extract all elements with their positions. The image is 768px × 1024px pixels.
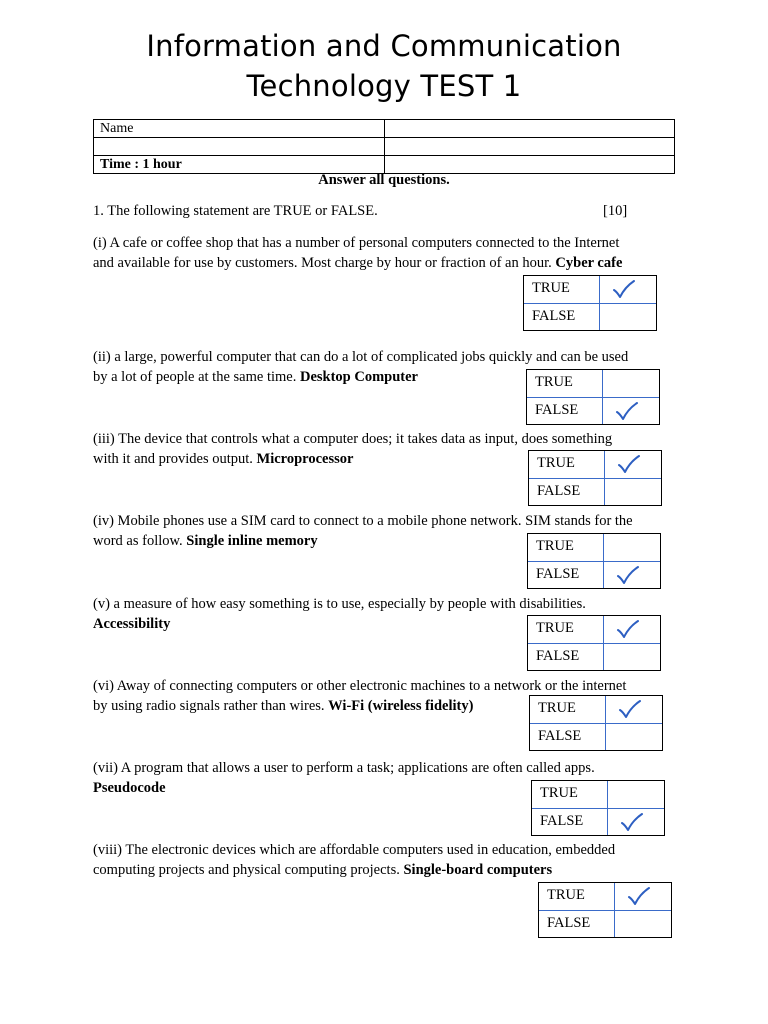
statement-line: (vii) A program that allows a user to perform a task; applications are often called apps.: [93, 760, 595, 776]
answer-option-true[interactable]: [539, 883, 671, 910]
answer-label-false: FALSE: [536, 648, 580, 664]
answer-option-true[interactable]: [527, 370, 659, 397]
checkmark-icon: [627, 886, 651, 906]
column-divider: [603, 616, 604, 670]
statement-line: (v) a measure of how easy something is to use, especially by people with disabilities.: [93, 596, 586, 612]
statement-term: Cyber cafe: [555, 255, 623, 271]
answer-option-false[interactable]: [528, 643, 660, 671]
answer-label-true: TRUE: [540, 785, 578, 801]
answer-box-iv: [527, 533, 661, 589]
answer-label-false: FALSE: [547, 915, 591, 931]
statement-term: Microprocessor: [256, 451, 354, 467]
statement-line: with it and provides output. Microprocessor: [93, 451, 354, 467]
answer-option-true[interactable]: [529, 451, 661, 478]
instruction: Answer all questions.: [318, 172, 450, 188]
checkmark-icon: [616, 565, 640, 585]
statement-line: by using radio signals rather than wires. Wi-Fi (wireless fidelity): [93, 698, 474, 714]
checkmark-icon: [617, 454, 641, 474]
statement-term: Accessibility: [93, 616, 171, 632]
time-field[interactable]: [385, 156, 675, 174]
answer-label-false: FALSE: [540, 813, 584, 829]
statement-term: Single inline memory: [186, 533, 318, 549]
answer-option-true[interactable]: [524, 276, 656, 303]
answer-box-vii: [531, 780, 665, 836]
statement-line: and available for use by customers. Most charge by hour or fraction of an hour. Cyber cafe: [93, 255, 623, 271]
answer-option-false[interactable]: [539, 910, 671, 938]
column-divider: [599, 276, 600, 330]
checkmark-icon: [620, 812, 644, 832]
checkmark-icon: [612, 279, 636, 299]
title-line-1: Information and Communication: [146, 29, 622, 63]
statement-line: (iii) The device that controls what a computer does; it takes data as input, does something: [93, 431, 613, 447]
answer-label-false: FALSE: [537, 483, 581, 499]
blank-cell: [94, 138, 385, 156]
student-info-table: [93, 119, 675, 174]
checkmark-icon: [616, 619, 640, 639]
title-line-2: Technology TEST 1: [246, 69, 522, 103]
answer-label-false: FALSE: [536, 566, 580, 582]
answer-box-vi: [529, 695, 663, 751]
checkmark-icon: [618, 699, 642, 719]
statement-line: (iv) Mobile phones use a SIM card to connect to a mobile phone network. SIM stands for the: [93, 513, 633, 529]
statement-line: (vi) Away of connecting computers or other electronic machines to a network or the internet: [93, 678, 627, 694]
statement-term: Desktop Computer: [299, 369, 418, 385]
answer-label-true: TRUE: [535, 374, 573, 390]
name-label: Name: [94, 120, 385, 138]
answer-box-ii: [526, 369, 660, 425]
answer-option-true[interactable]: [532, 781, 664, 808]
column-divider: [605, 696, 606, 750]
answer-box-v: [527, 615, 661, 671]
statement-line: (viii) The electronic devices which are affordable computers used in education, embedded: [93, 842, 616, 858]
question-1-text: 1. The following statement are TRUE or FALSE.: [93, 203, 378, 219]
column-divider: [607, 781, 608, 835]
answer-option-false[interactable]: [527, 397, 659, 425]
statement-term: Pseudocode: [93, 780, 166, 796]
answer-option-true[interactable]: [528, 534, 660, 561]
answer-label-false: FALSE: [535, 402, 579, 418]
answer-option-true[interactable]: [528, 616, 660, 643]
test-title: [0, 26, 768, 106]
answer-label-true: TRUE: [537, 455, 575, 471]
blank-field[interactable]: [385, 138, 675, 156]
checkmark-icon: [615, 401, 639, 421]
answer-option-false[interactable]: [528, 561, 660, 589]
answer-label-true: TRUE: [536, 620, 574, 636]
answer-label-true: TRUE: [547, 887, 585, 903]
answer-option-false[interactable]: [529, 478, 661, 506]
answer-option-true[interactable]: [530, 696, 662, 723]
answer-label-false: FALSE: [532, 308, 576, 324]
statement-line: word as follow. Single inline memory: [93, 533, 318, 549]
statement-term: Wi-Fi (wireless fidelity): [328, 698, 474, 714]
column-divider: [604, 451, 605, 505]
answer-box-i: [523, 275, 657, 331]
statement-line: (i) A cafe or coffee shop that has a number of personal computers connected to the Internet: [93, 235, 620, 251]
answer-option-false[interactable]: [532, 808, 664, 836]
time-label: Time : 1 hour: [94, 156, 385, 174]
statement-i: [93, 233, 673, 273]
column-divider: [603, 534, 604, 588]
statement-term: Single-board computers: [403, 862, 553, 878]
answer-box-viii: [538, 882, 672, 938]
statement-viii: [93, 840, 673, 880]
answer-option-false[interactable]: [524, 303, 656, 331]
answer-label-false: FALSE: [538, 728, 582, 744]
answer-label-true: TRUE: [532, 280, 570, 296]
statement-line: computing projects and physical computing projects. Single-board computers: [93, 862, 553, 878]
name-field[interactable]: [385, 120, 675, 138]
statement-line: by a lot of people at the same time. Desktop Computer: [93, 369, 418, 385]
answer-label-true: TRUE: [538, 700, 576, 716]
answer-label-true: TRUE: [536, 538, 574, 554]
statement-line: (ii) a large, powerful computer that can do a lot of complicated jobs quickly and can be used: [93, 349, 629, 365]
answer-box-iii: [528, 450, 662, 506]
column-divider: [614, 883, 615, 937]
question-1-marks: [10]: [603, 203, 628, 219]
column-divider: [602, 370, 603, 424]
answer-option-false[interactable]: [530, 723, 662, 751]
